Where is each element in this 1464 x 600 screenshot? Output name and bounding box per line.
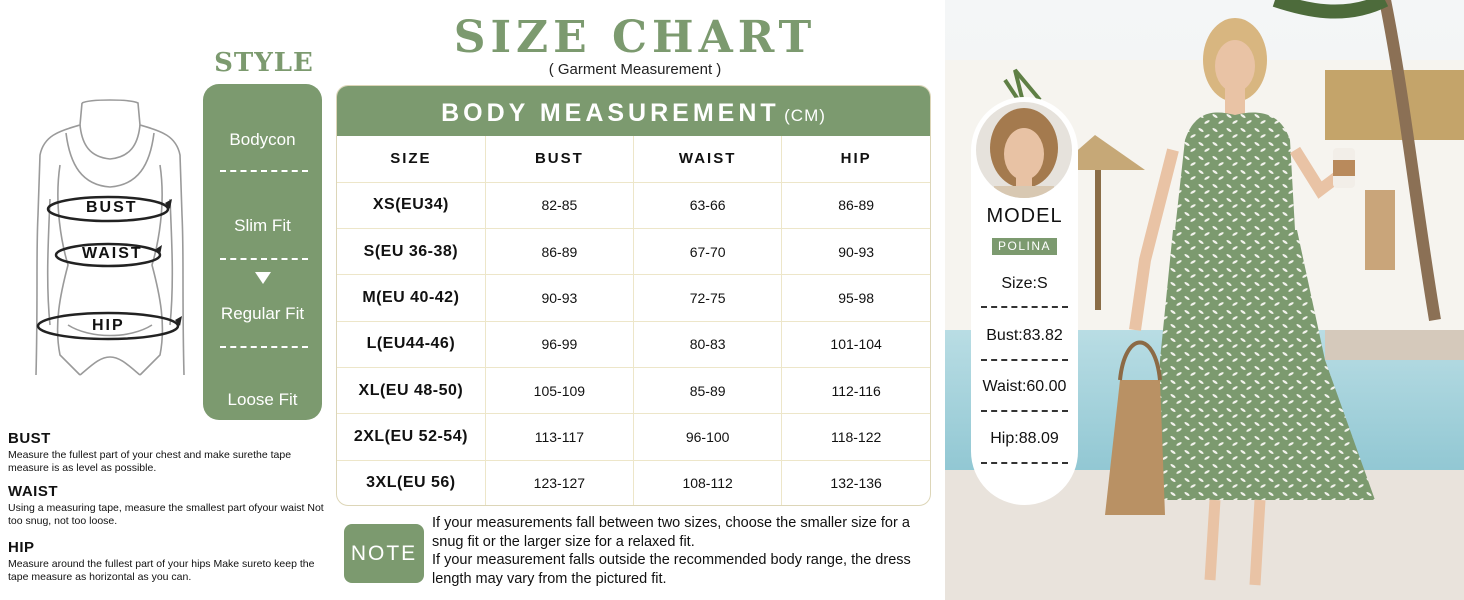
table-row	[337, 460, 930, 506]
hip-cell: 132-136	[830, 475, 882, 492]
column-header-bust: BUST	[485, 136, 633, 182]
table-row	[337, 182, 930, 228]
model-hip: Hip:88.09	[990, 430, 1059, 447]
definition-title: BUST	[8, 430, 51, 447]
model-info-card	[971, 97, 1078, 505]
model-size: Size:S	[1001, 275, 1048, 292]
style-title: STYLE	[214, 48, 314, 78]
style-divider	[220, 258, 308, 260]
model-bust: Bust:83.82	[986, 327, 1063, 344]
note-text	[432, 514, 942, 588]
note-badge: NOTE	[344, 524, 424, 583]
bust-cell: 86-89	[485, 229, 633, 275]
hip-cell: 112-116	[782, 367, 930, 413]
waist-cell: 80-83	[634, 321, 782, 367]
style-item-loose-fit: Loose Fit	[227, 390, 298, 409]
definition-title: WAIST	[8, 483, 58, 500]
table-row	[337, 229, 930, 275]
bust-cell: 113-117	[485, 414, 633, 460]
model-divider	[981, 306, 1068, 308]
hip-label: HIP	[92, 317, 125, 334]
waist-cell: 108-112	[634, 460, 782, 506]
definition-bust	[8, 430, 328, 475]
bust-cell: 123-127	[485, 460, 633, 506]
body-figure-illustration	[20, 95, 205, 395]
bust-label: BUST	[86, 199, 138, 216]
size-cell: L(EU44-46)	[337, 321, 485, 367]
note-line-1: If your measurements fall between two sizes, choose the smaller size for a snug fit or the larger size for a relaxed fit.	[432, 515, 910, 550]
hip-cell: 118-122	[782, 414, 930, 460]
size-cell: 2XL(EU 52-54)	[337, 414, 485, 460]
bust-cell: 82-85	[485, 182, 633, 228]
table-heading-text: BODY MEASUREMENT	[441, 99, 780, 127]
table-row	[337, 275, 930, 321]
definition-hip	[8, 539, 328, 584]
page-title: SIZE CHART	[453, 12, 817, 63]
table-heading	[337, 86, 930, 136]
definition-waist	[8, 483, 328, 528]
waist-cell: 85-89	[634, 367, 782, 413]
definition-text: Using a measuring tape, measure the smallest part ofyour waist Not too snug, not too loose.	[8, 502, 324, 527]
model-avatar	[976, 102, 1072, 198]
waist-cell: 72-75	[634, 275, 782, 321]
size-cell: 3XL(EU 56)	[337, 460, 485, 506]
style-scale	[203, 84, 322, 420]
hip-cell: 95-98	[782, 275, 930, 321]
column-header-hip: HIP	[782, 136, 930, 182]
table-row	[337, 321, 930, 367]
style-divider	[220, 346, 308, 348]
bust-cell: 90-93	[485, 275, 633, 321]
waist-label: WAIST	[82, 245, 143, 262]
style-item-slim-fit: Slim Fit	[234, 216, 291, 235]
table-header-row	[337, 136, 930, 182]
style-item-regular-fit: Regular Fit	[220, 304, 305, 323]
hip-cell: 90-93	[782, 229, 930, 275]
size-cell: M(EU 40-42)	[337, 275, 485, 321]
waist-cell: 96-100	[634, 414, 782, 460]
bust-cell: 96-99	[485, 321, 633, 367]
definition-title: HIP	[8, 539, 35, 556]
table-row	[337, 367, 930, 413]
size-cell: XL(EU 48-50)	[337, 367, 485, 413]
size-table	[336, 85, 931, 506]
model-divider	[981, 462, 1068, 464]
column-header-waist: WAIST	[634, 136, 782, 182]
table-row	[337, 414, 930, 460]
note-line-2: If your measurement falls outside the recommended body range, the dress length may vary from the pictured fit.	[432, 552, 911, 587]
page-subtitle: ( Garment Measurement )	[548, 61, 722, 78]
style-divider	[220, 170, 308, 172]
model-name-badge: POLINA	[992, 238, 1057, 255]
avatar-portrait-icon	[976, 102, 1072, 198]
model-label: MODEL	[986, 205, 1063, 227]
size-cell: XS(EU34)	[337, 182, 485, 228]
size-cell: S(EU 36-38)	[337, 229, 485, 275]
waist-cell: 63-66	[634, 182, 782, 228]
model-divider	[981, 359, 1068, 361]
bust-cell: 105-109	[485, 367, 633, 413]
size-grid	[337, 136, 930, 506]
table-unit: (CM)	[784, 106, 826, 125]
style-item-bodycon: Bodycon	[229, 130, 296, 149]
definition-text: Measure around the fullest part of your hips Make sureto keep the tape measure as horizontal as you can.	[8, 558, 315, 583]
hip-cell: 86-89	[782, 182, 930, 228]
model-divider	[981, 410, 1068, 412]
arrow-down-icon	[255, 272, 271, 284]
hip-cell: 101-104	[782, 321, 930, 367]
model-waist: Waist:60.00	[982, 378, 1067, 395]
waist-cell: 67-70	[634, 229, 782, 275]
definition-text: Measure the fullest part of your chest and make surethe tape measure is as level as possible.	[8, 449, 292, 474]
column-header-size: SIZE	[337, 136, 485, 182]
